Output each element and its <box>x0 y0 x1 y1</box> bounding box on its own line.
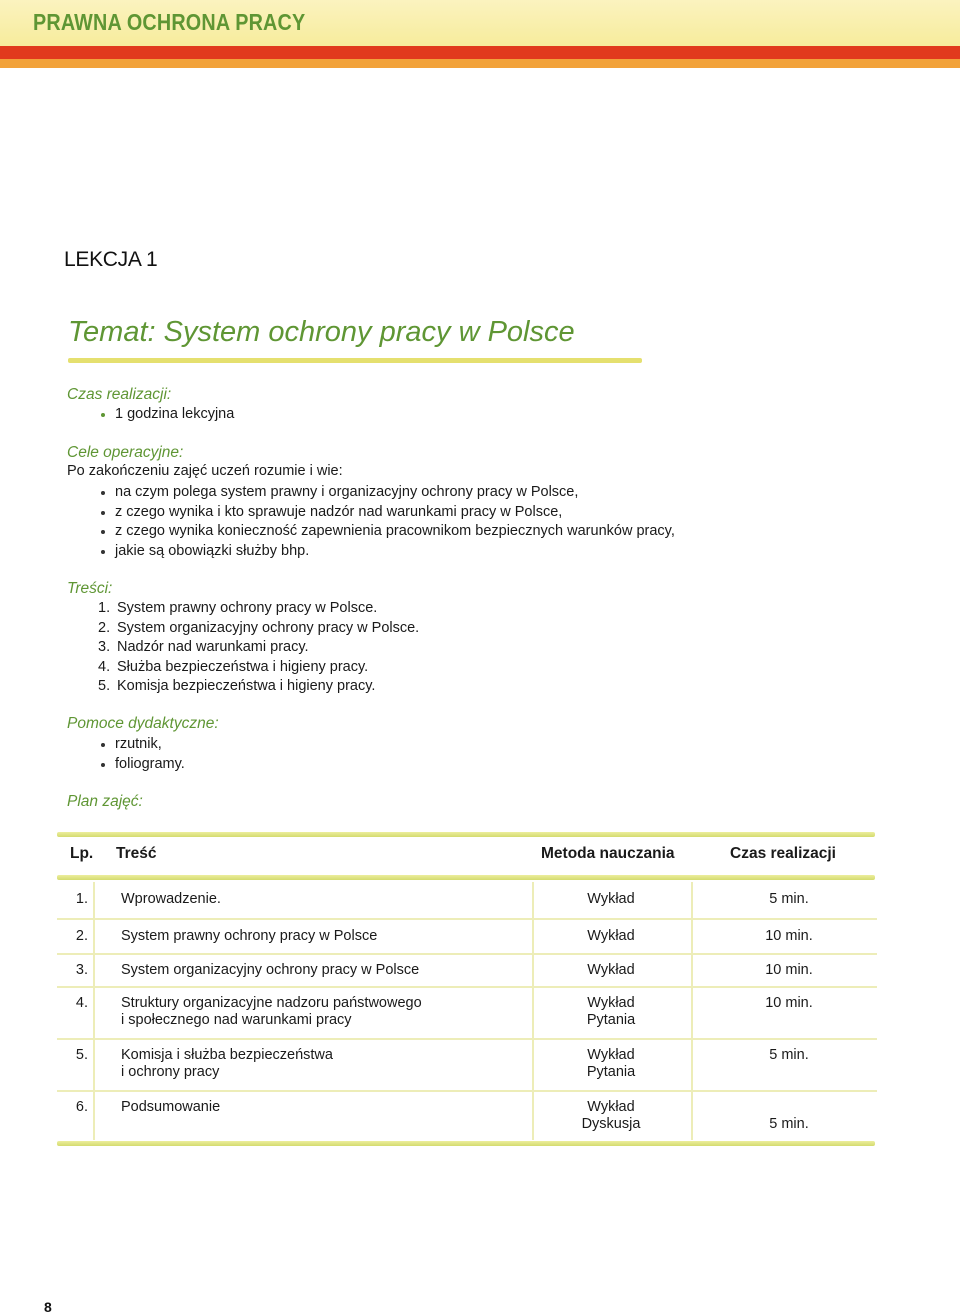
list-item: rzutnik, <box>100 735 185 755</box>
row-number: 5. <box>75 1047 88 1063</box>
header-stripe-orange <box>0 59 960 68</box>
time-heading: Czas realizacji: <box>67 386 172 403</box>
table-header-rule <box>57 875 875 880</box>
list-item <box>98 658 419 678</box>
list-item: foliogramy. <box>100 755 185 775</box>
list-item <box>98 619 419 639</box>
list-item: na czym polega system prawny i organizacyjny ochrony pracy w Polsce, <box>100 483 675 503</box>
row-time: 10 min. <box>765 928 813 944</box>
list-item <box>98 677 419 697</box>
column-header-lp: Lp. <box>70 845 94 862</box>
column-header-metoda: Metoda nauczania <box>541 845 675 862</box>
row-method-line2: Dyskusja <box>581 1116 641 1132</box>
row-number: 6. <box>75 1099 88 1115</box>
list-text: Nadzór nad warunkami pracy. <box>117 639 309 655</box>
list-item: 1 godzina lekcyjna <box>100 405 234 425</box>
row-divider <box>57 1038 877 1040</box>
row-method: Wykład <box>587 928 635 944</box>
row-divider <box>57 918 877 920</box>
row-divider <box>57 953 877 955</box>
row-number: 3. <box>75 962 88 978</box>
row-method: Wykład <box>587 891 635 907</box>
row-method-line1: Wykład <box>587 1047 635 1063</box>
row-divider <box>57 1090 877 1092</box>
objectives-list <box>100 483 675 561</box>
row-number: 4. <box>75 995 88 1011</box>
time-list <box>100 405 234 425</box>
column-divider <box>691 882 693 1140</box>
list-item <box>98 599 419 619</box>
lesson-topic: Temat: System ochrony pracy w Polsce <box>68 316 575 348</box>
row-method-line2: Pytania <box>586 1064 636 1080</box>
row-content: Wprowadzenie. <box>121 891 221 907</box>
list-item <box>98 638 419 658</box>
header-title: PRAWNA OCHRONA PRACY <box>33 9 306 35</box>
row-content-line1: Komisja i służba bezpieczeństwa <box>121 1047 333 1063</box>
list-number: 2. <box>98 619 111 636</box>
list-text: System organizacyjny ochrony pracy w Polsce. <box>117 619 420 636</box>
row-content: Podsumowanie <box>121 1099 221 1115</box>
aids-heading: Pomoce dydaktyczne: <box>67 715 219 732</box>
row-time: 5 min. <box>769 891 809 907</box>
row-divider <box>57 986 877 988</box>
column-header-tresc: Treść <box>116 845 157 862</box>
list-item: z czego wynika i kto sprawuje nadzór nad warunkami pracy w Polsce, <box>100 503 675 523</box>
list-item: z czego wynika konieczność zapewnienia pracownikom bezpiecznych warunków pracy, <box>100 522 675 542</box>
row-method: Wykład <box>587 962 635 978</box>
table-top-rule <box>57 832 875 837</box>
row-number: 1. <box>75 891 88 907</box>
column-header-czas: Czas realizacji <box>730 845 836 862</box>
row-time: 10 min. <box>765 962 813 978</box>
list-number: 5. <box>98 678 111 694</box>
list-text: Służba bezpieczeństwa i higieny pracy. <box>117 658 369 675</box>
plan-heading: Plan zajęć: <box>67 793 143 810</box>
row-time: 10 min. <box>765 995 813 1011</box>
list-text: System prawny ochrony pracy w Polsce. <box>117 600 378 616</box>
list-text: Komisja bezpieczeństwa i higieny pracy. <box>117 678 376 694</box>
list-number: 1. <box>98 600 111 616</box>
row-content-line1: Struktury organizacyjne nadzoru państwowego <box>121 995 422 1011</box>
row-content-line2: i ochrony pracy <box>121 1064 220 1080</box>
row-time: 5 min. <box>769 1047 809 1063</box>
row-number: 2. <box>75 928 88 944</box>
contents-heading: Treści: <box>67 580 113 597</box>
row-method-line2: Pytania <box>586 1012 636 1028</box>
row-method-line1: Wykład <box>587 1099 635 1115</box>
list-item: jakie są obowiązki służby bhp. <box>100 542 675 562</box>
row-time: 5 min. <box>769 1116 809 1132</box>
column-divider <box>93 882 95 1140</box>
list-number: 4. <box>98 658 111 675</box>
contents-list <box>98 599 419 697</box>
row-content: System organizacyjny ochrony pracy w Polsce <box>121 962 420 978</box>
aids-list <box>100 735 185 774</box>
row-content-line2: i społecznego nad warunkami pracy <box>121 1012 352 1028</box>
objectives-intro: Po zakończeniu zajęć uczeń rozumie i wie: <box>67 463 343 479</box>
table-bottom-rule <box>57 1141 875 1146</box>
header-stripe-red <box>0 46 960 59</box>
page-number: 8 <box>44 1299 52 1315</box>
row-method-line1: Wykład <box>587 995 635 1011</box>
row-content: System prawny ochrony pracy w Polsce <box>121 928 378 944</box>
topic-underline <box>68 358 642 363</box>
objectives-heading: Cele operacyjne: <box>67 444 184 461</box>
lesson-label: LEKCJA 1 <box>64 248 158 271</box>
list-number: 3. <box>98 639 111 655</box>
